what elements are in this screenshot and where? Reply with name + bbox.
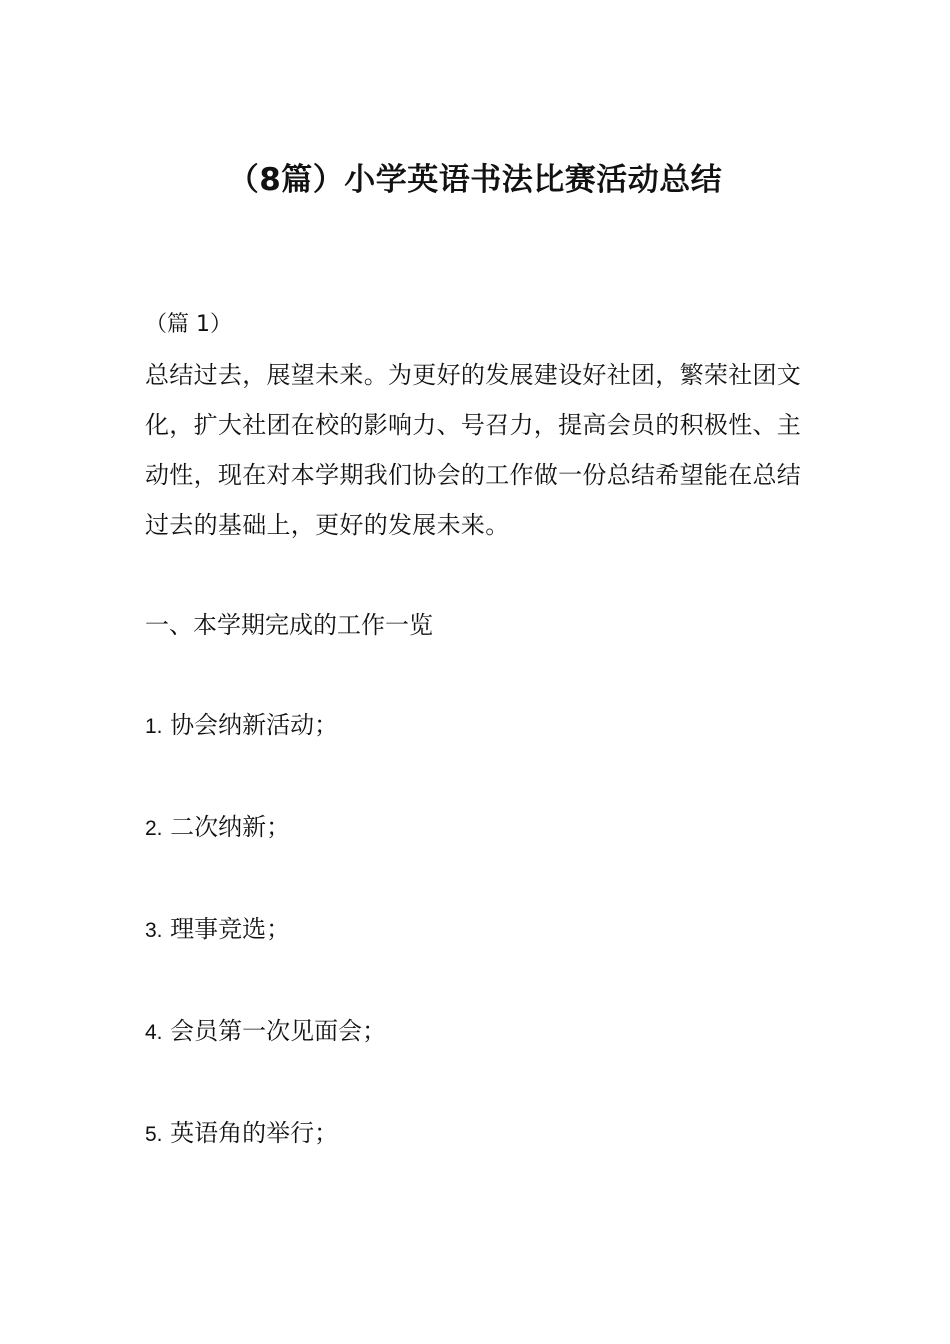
list-item-text: 理事竞选； (170, 915, 291, 943)
list-item-number: 5. (145, 1123, 163, 1146)
document-title: （8篇）小学英语书法比赛活动总结 (227, 162, 723, 198)
list-item-number: 1. (145, 715, 163, 738)
section-heading: 一、本学期完成的工作一览 (145, 611, 433, 639)
list-item-number: 3. (145, 919, 163, 942)
intro-paragraph: 总结过去，展望未来。为更好的发展建设好社团，繁荣社团文化，扩大社团在校的影响力、号召力，提高会员的积极性、主动性，现在对本学期我们协会的工作做一份总结希望能在总结过去的基础上，更好的发展未来。 (145, 361, 802, 539)
list-item (145, 1108, 810, 1160)
list-item (145, 904, 810, 956)
list-item (145, 802, 810, 854)
list-item-text: 会员第一次见面会； (170, 1017, 387, 1045)
list-item-text: 二次纳新； (170, 813, 291, 841)
list-item-number: 4. (145, 1021, 163, 1044)
list-item-text: 协会纳新活动； (170, 711, 339, 739)
list-item-number: 2. (145, 817, 163, 840)
document-body (145, 300, 810, 1160)
list-item (145, 700, 810, 752)
list-item (145, 1006, 810, 1058)
section-label: （篇 1） (145, 312, 232, 337)
list-item-text: 英语角的举行； (170, 1119, 339, 1147)
